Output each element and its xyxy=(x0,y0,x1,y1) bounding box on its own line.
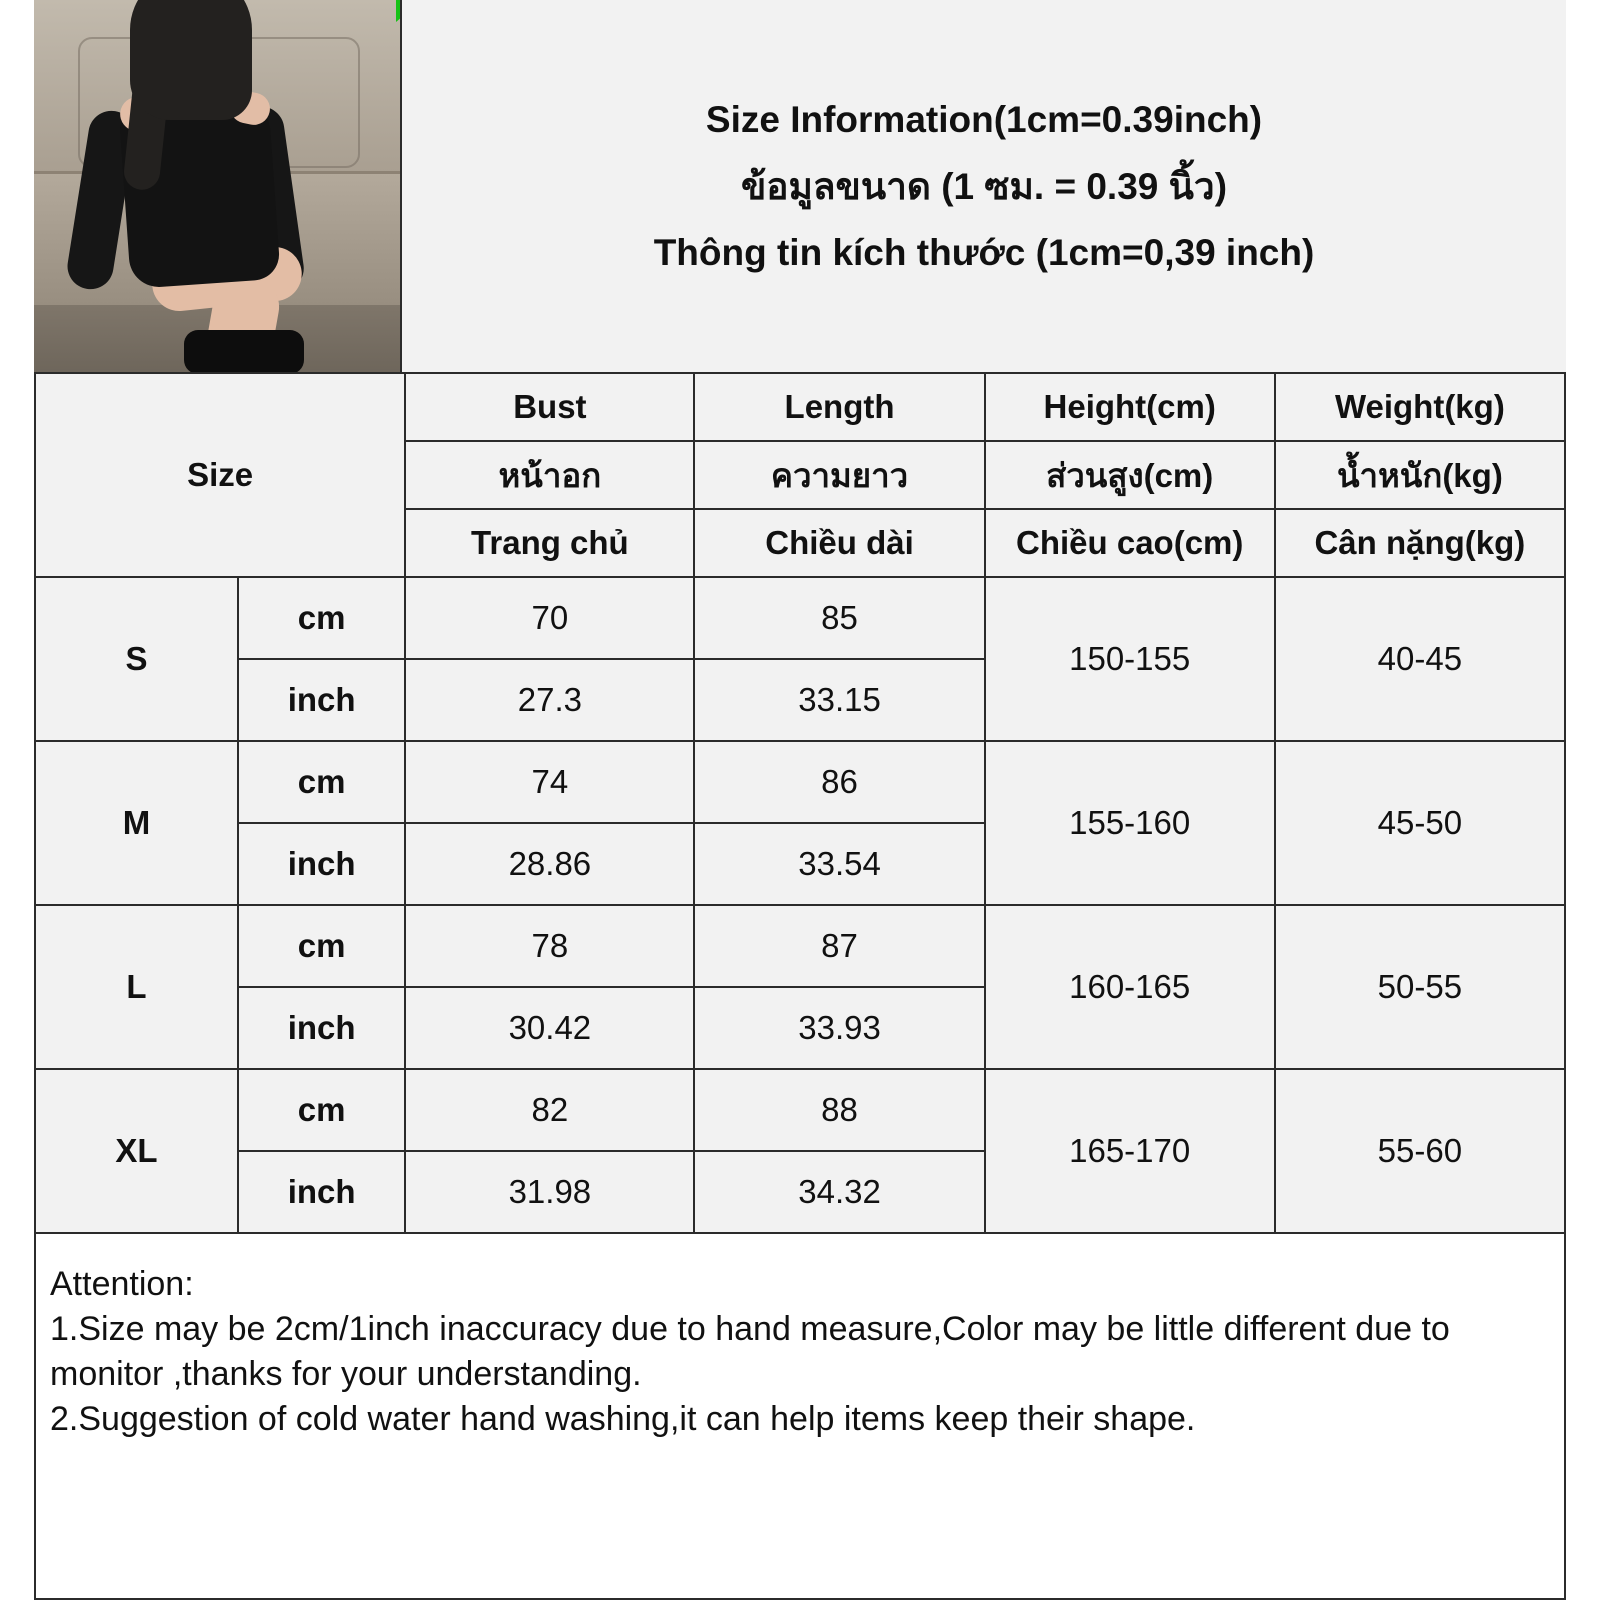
title-english: Size Information(1cm=0.39inch) xyxy=(705,98,1263,140)
weight-l: 50-55 xyxy=(1275,905,1565,1069)
length-cm-m: 86 xyxy=(694,741,984,823)
bust-cm-m: 74 xyxy=(405,741,694,823)
attention-line-1: 1.Size may be 2cm/1inch inaccuracy due to hand measure,Color may be little different due to monitor ,thanks for your understanding. xyxy=(50,1309,1450,1393)
bust-inch-m: 28.86 xyxy=(405,823,694,905)
length-inch-xl: 34.32 xyxy=(694,1151,984,1233)
length-cm-xl: 88 xyxy=(694,1069,984,1151)
header-length-en: Length xyxy=(694,373,984,441)
model-hair xyxy=(130,0,252,120)
height-xl: 165-170 xyxy=(985,1069,1275,1233)
header-weight-vi: Cân nặng(kg) xyxy=(1275,509,1565,577)
table-row xyxy=(35,1069,1565,1151)
product-photo xyxy=(34,0,402,372)
photo-background xyxy=(34,0,400,372)
header-weight-en: Weight(kg) xyxy=(1275,373,1565,441)
header-bust-vi: Trang chủ xyxy=(405,509,694,577)
attention-heading: Attention: xyxy=(50,1265,194,1303)
bust-cm-xl: 82 xyxy=(405,1069,694,1151)
size-header-cell: Size xyxy=(35,373,405,577)
unit-cm-s: cm xyxy=(238,577,405,659)
unit-cm-xl: cm xyxy=(238,1069,405,1151)
unit-inch-xl: inch xyxy=(238,1151,405,1233)
table-row xyxy=(35,905,1565,987)
length-inch-s: 33.15 xyxy=(694,659,984,741)
header-weight-th: น้ำหนัก(kg) xyxy=(1275,441,1565,509)
weight-m: 45-50 xyxy=(1275,741,1565,905)
weight-xl: 55-60 xyxy=(1275,1069,1565,1233)
unit-inch-s: inch xyxy=(238,659,405,741)
bust-cm-s: 70 xyxy=(405,577,694,659)
height-s: 150-155 xyxy=(985,577,1275,741)
header-length-th: ความยาว xyxy=(694,441,984,509)
size-label-m: M xyxy=(35,741,238,905)
header-bust-th: หน้าอก xyxy=(405,441,694,509)
table-row xyxy=(35,741,1565,823)
length-inch-m: 33.54 xyxy=(694,823,984,905)
size-label-xl: XL xyxy=(35,1069,238,1233)
height-l: 160-165 xyxy=(985,905,1275,1069)
title-thai: ข้อมูลขนาด (1 ซม. = 0.39 นิ้ว) xyxy=(740,165,1228,207)
table-row xyxy=(35,577,1565,659)
bust-inch-l: 30.42 xyxy=(405,987,694,1069)
height-m: 155-160 xyxy=(985,741,1275,905)
model-boots xyxy=(184,330,304,372)
length-inch-l: 33.93 xyxy=(694,987,984,1069)
bust-cm-l: 78 xyxy=(405,905,694,987)
header-row xyxy=(34,0,1566,372)
title-block xyxy=(402,0,1566,372)
size-label-l: L xyxy=(35,905,238,1069)
attention-block xyxy=(36,1252,1564,1442)
unit-inch-m: inch xyxy=(238,823,405,905)
bust-inch-s: 27.3 xyxy=(405,659,694,741)
bust-inch-xl: 31.98 xyxy=(405,1151,694,1233)
unit-inch-l: inch xyxy=(238,987,405,1069)
length-cm-l: 87 xyxy=(694,905,984,987)
weight-s: 40-45 xyxy=(1275,577,1565,741)
header-height-en: Height(cm) xyxy=(985,373,1275,441)
length-cm-s: 85 xyxy=(694,577,984,659)
unit-cm-m: cm xyxy=(238,741,405,823)
header-length-vi: Chiều dài xyxy=(694,509,984,577)
size-label-s: S xyxy=(35,577,238,741)
header-height-vi: Chiều cao(cm) xyxy=(985,509,1275,577)
header-height-th: ส่วนสูง(cm) xyxy=(985,441,1275,509)
table-header-row-en xyxy=(35,373,1565,441)
size-table xyxy=(34,372,1566,1234)
title-vietnamese: Thông tin kích thước (1cm=0,39 inch) xyxy=(653,231,1315,273)
unit-cm-l: cm xyxy=(238,905,405,987)
header-bust-en: Bust xyxy=(405,373,694,441)
attention-line-2: 2.Suggestion of cold water hand washing,it can help items keep their shape. xyxy=(50,1399,1196,1438)
